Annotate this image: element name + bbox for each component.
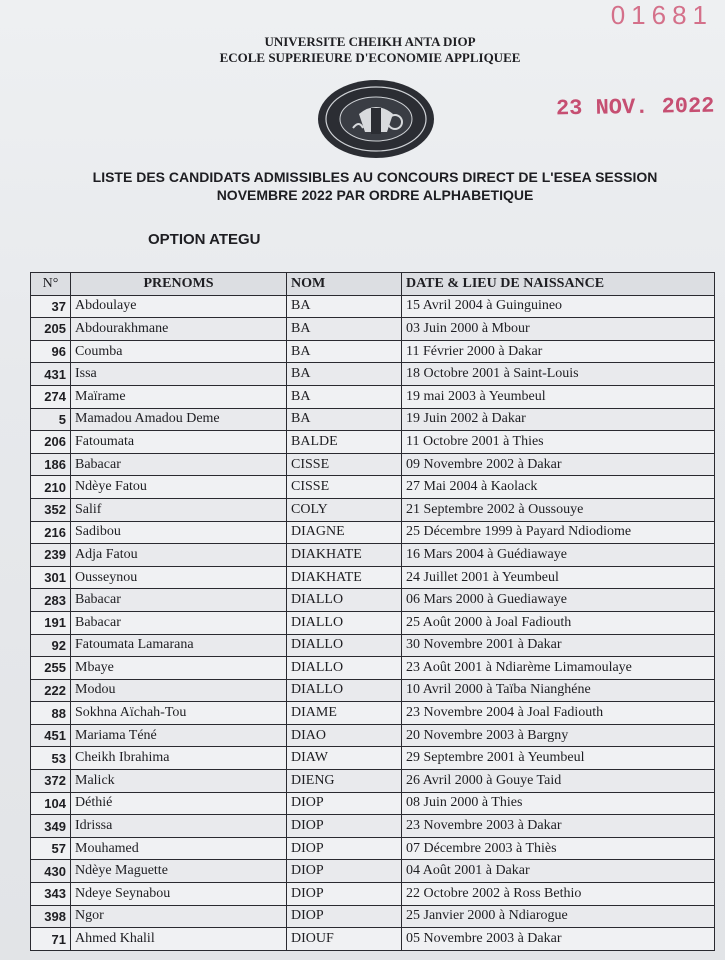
candidate-prenoms: Cheikh Ibrahima — [71, 747, 287, 770]
candidate-nom: DIAME — [287, 702, 402, 725]
table-header-row — [31, 273, 715, 296]
candidate-nom: DIALLO — [287, 657, 402, 680]
candidate-number: 372 — [31, 770, 71, 793]
candidate-nom: COLY — [287, 498, 402, 521]
candidate-naissance: 18 Octobre 2001 à Saint-Louis — [402, 363, 715, 386]
candidate-number: 191 — [31, 611, 71, 634]
candidate-number: 398 — [31, 905, 71, 928]
school-name: ECOLE SUPERIEURE D'ECONOMIE APPLIQUEE — [219, 50, 521, 65]
candidate-naissance: 10 Avril 2000 à Taïba Nianghéne — [402, 679, 715, 702]
candidate-naissance: 07 Décembre 2003 à Thiès — [402, 837, 715, 860]
candidate-naissance: 09 Novembre 2002 à Dakar — [402, 453, 715, 476]
table-row — [31, 589, 715, 612]
candidate-prenoms: Salif — [71, 498, 287, 521]
candidate-naissance: 30 Novembre 2001 à Dakar — [402, 634, 715, 657]
candidate-prenoms: Babacar — [71, 453, 287, 476]
candidate-number: 283 — [31, 589, 71, 612]
candidate-prenoms: Modou — [71, 679, 287, 702]
candidate-number: 430 — [31, 860, 71, 883]
candidate-number: 206 — [31, 431, 71, 454]
university-name: UNIVERSITE CHEIKH ANTA DIOP — [264, 34, 476, 49]
table-row — [31, 860, 715, 883]
table-row — [31, 453, 715, 476]
table-row — [31, 295, 715, 318]
option-label: OPTION ATEGU — [148, 231, 261, 248]
candidate-nom: DIOP — [287, 792, 402, 815]
candidate-number: 57 — [31, 837, 71, 860]
candidate-number: 186 — [31, 453, 71, 476]
table-row — [31, 318, 715, 341]
candidate-number: 104 — [31, 792, 71, 815]
candidate-naissance: 25 Janvier 2000 à Ndiarogue — [402, 905, 715, 928]
table-row — [31, 770, 715, 793]
table-row — [31, 657, 715, 680]
candidate-prenoms: Abdoulaye — [71, 295, 287, 318]
candidate-nom: BA — [287, 318, 402, 341]
candidate-naissance: 24 Juillet 2001 à Yeumbeul — [402, 566, 715, 589]
candidate-naissance: 03 Juin 2000 à Mbour — [402, 318, 715, 341]
candidate-naissance: 23 Août 2001 à Ndiarème Limamoulaye — [402, 657, 715, 680]
candidate-prenoms: Babacar — [71, 589, 287, 612]
candidate-number: 239 — [31, 544, 71, 567]
candidate-nom: DIAGNE — [287, 521, 402, 544]
candidate-prenoms: Mbaye — [71, 657, 287, 680]
candidate-naissance: 15 Avril 2004 à Guinguineo — [402, 295, 715, 318]
table-row — [31, 634, 715, 657]
candidate-nom: DIOP — [287, 837, 402, 860]
candidate-naissance: 27 Mai 2004 à Kaolack — [402, 476, 715, 499]
candidate-nom: DIALLO — [287, 589, 402, 612]
date-received-stamp: 23 NOV. 2022 — [555, 93, 715, 122]
candidate-nom: BA — [287, 363, 402, 386]
candidate-number: 301 — [31, 566, 71, 589]
table-row — [31, 928, 715, 951]
candidate-number: 210 — [31, 476, 71, 499]
candidate-nom: DIAW — [287, 747, 402, 770]
candidate-prenoms: Maïrame — [71, 385, 287, 408]
table-row — [31, 566, 715, 589]
candidate-number: 53 — [31, 747, 71, 770]
candidate-nom: CISSE — [287, 453, 402, 476]
candidate-number: 352 — [31, 498, 71, 521]
table-row — [31, 679, 715, 702]
candidate-prenoms: Fatoumata Lamarana — [71, 634, 287, 657]
candidate-naissance: 20 Novembre 2003 à Bargny — [402, 724, 715, 747]
candidate-prenoms: Coumba — [71, 340, 287, 363]
candidate-naissance: 11 Octobre 2001 à Thies — [402, 431, 715, 454]
candidate-naissance: 29 Septembre 2001 à Yeumbeul — [402, 747, 715, 770]
candidate-prenoms: Ndèye Fatou — [71, 476, 287, 499]
table-row — [31, 883, 715, 906]
list-title-line1: LISTE DES CANDIDATS ADMISSIBLES AU CONCOURS DIRECT DE L'ESEA SESSION — [92, 169, 658, 185]
candidate-naissance: 08 Juin 2000 à Thies — [402, 792, 715, 815]
candidate-nom: DIALLO — [287, 679, 402, 702]
candidate-prenoms: Babacar — [71, 611, 287, 634]
candidate-nom: DIOP — [287, 860, 402, 883]
candidate-number: 96 — [31, 340, 71, 363]
table-row — [31, 363, 715, 386]
table-row — [31, 724, 715, 747]
institution-header — [140, 34, 600, 66]
candidate-naissance: 23 Novembre 2003 à Dakar — [402, 815, 715, 838]
table-row — [31, 747, 715, 770]
candidate-prenoms: Idrissa — [71, 815, 287, 838]
candidate-nom: BA — [287, 408, 402, 431]
candidate-prenoms: Abdourakhmane — [71, 318, 287, 341]
candidate-prenoms: Mamadou Amadou Deme — [71, 408, 287, 431]
table-row — [31, 521, 715, 544]
candidate-prenoms: Sadibou — [71, 521, 287, 544]
candidate-nom: DIOUF — [287, 928, 402, 951]
candidate-naissance: 25 Août 2000 à Joal Fadiouth — [402, 611, 715, 634]
candidate-naissance: 23 Novembre 2004 à Joal Fadiouth — [402, 702, 715, 725]
candidate-number: 222 — [31, 679, 71, 702]
candidate-prenoms: Fatoumata — [71, 431, 287, 454]
candidate-naissance: 25 Décembre 1999 à Payard Ndiodiome — [402, 521, 715, 544]
header-number: N° — [31, 273, 71, 296]
candidate-nom: BALDE — [287, 431, 402, 454]
candidate-prenoms: Ndèye Maguette — [71, 860, 287, 883]
candidate-nom: BA — [287, 340, 402, 363]
candidate-naissance: 06 Mars 2000 à Guediawaye — [402, 589, 715, 612]
candidate-prenoms: Malick — [71, 770, 287, 793]
candidate-naissance: 21 Septembre 2002 à Oussouye — [402, 498, 715, 521]
table-row — [31, 611, 715, 634]
candidate-number: 205 — [31, 318, 71, 341]
candidate-nom: DIALLO — [287, 611, 402, 634]
candidate-naissance: 11 Février 2000 à Dakar — [402, 340, 715, 363]
candidate-nom: CISSE — [287, 476, 402, 499]
candidate-number: 37 — [31, 295, 71, 318]
candidates-table — [30, 272, 715, 951]
school-seal-logo — [315, 78, 437, 160]
candidate-prenoms: Ndeye Seynabou — [71, 883, 287, 906]
list-title — [55, 168, 695, 204]
candidate-nom: DIOP — [287, 815, 402, 838]
candidate-number: 216 — [31, 521, 71, 544]
candidate-prenoms: Ahmed Khalil — [71, 928, 287, 951]
candidate-number: 349 — [31, 815, 71, 838]
candidate-prenoms: Adja Fatou — [71, 544, 287, 567]
candidate-naissance: 16 Mars 2004 à Guédiawaye — [402, 544, 715, 567]
candidate-naissance: 19 Juin 2002 à Dakar — [402, 408, 715, 431]
candidate-number: 255 — [31, 657, 71, 680]
serial-number-stamp: 01681 — [610, 0, 713, 30]
candidate-nom: DIAO — [287, 724, 402, 747]
candidate-nom: DIAKHATE — [287, 544, 402, 567]
candidate-nom: BA — [287, 295, 402, 318]
candidate-number: 88 — [31, 702, 71, 725]
candidate-naissance: 22 Octobre 2002 à Ross Bethio — [402, 883, 715, 906]
candidate-naissance: 26 Avril 2000 à Gouye Taid — [402, 770, 715, 793]
candidate-prenoms: Ngor — [71, 905, 287, 928]
candidate-number: 343 — [31, 883, 71, 906]
candidate-prenoms: Ousseynou — [71, 566, 287, 589]
table-row — [31, 905, 715, 928]
candidate-nom: BA — [287, 385, 402, 408]
candidate-number: 274 — [31, 385, 71, 408]
table-row — [31, 792, 715, 815]
table-row — [31, 837, 715, 860]
header-naissance: DATE & LIEU DE NAISSANCE — [402, 273, 715, 296]
header-nom: NOM — [287, 273, 402, 296]
table-row — [31, 815, 715, 838]
candidate-nom: DIENG — [287, 770, 402, 793]
candidate-nom: DIALLO — [287, 634, 402, 657]
candidate-naissance: 05 Novembre 2003 à Dakar — [402, 928, 715, 951]
table-row — [31, 544, 715, 567]
candidate-prenoms: Mariama Téné — [71, 724, 287, 747]
table-row — [31, 498, 715, 521]
candidate-naissance: 19 mai 2003 à Yeumbeul — [402, 385, 715, 408]
header-prenoms: PRENOMS — [71, 273, 287, 296]
candidate-number: 92 — [31, 634, 71, 657]
table-row — [31, 476, 715, 499]
table-row — [31, 408, 715, 431]
candidate-number: 71 — [31, 928, 71, 951]
candidate-naissance: 04 Août 2001 à Dakar — [402, 860, 715, 883]
candidate-prenoms: Issa — [71, 363, 287, 386]
candidate-nom: DIOP — [287, 883, 402, 906]
candidate-number: 451 — [31, 724, 71, 747]
candidate-number: 5 — [31, 408, 71, 431]
list-title-line2: NOVEMBRE 2022 PAR ORDRE ALPHABETIQUE — [216, 187, 534, 203]
candidate-number: 431 — [31, 363, 71, 386]
candidate-prenoms: Déthié — [71, 792, 287, 815]
table-row — [31, 431, 715, 454]
candidate-prenoms: Sokhna Aïchah-Tou — [71, 702, 287, 725]
candidate-prenoms: Mouhamed — [71, 837, 287, 860]
candidate-nom: DIAKHATE — [287, 566, 402, 589]
table-row — [31, 385, 715, 408]
table-row — [31, 340, 715, 363]
table-row — [31, 702, 715, 725]
candidate-nom: DIOP — [287, 905, 402, 928]
